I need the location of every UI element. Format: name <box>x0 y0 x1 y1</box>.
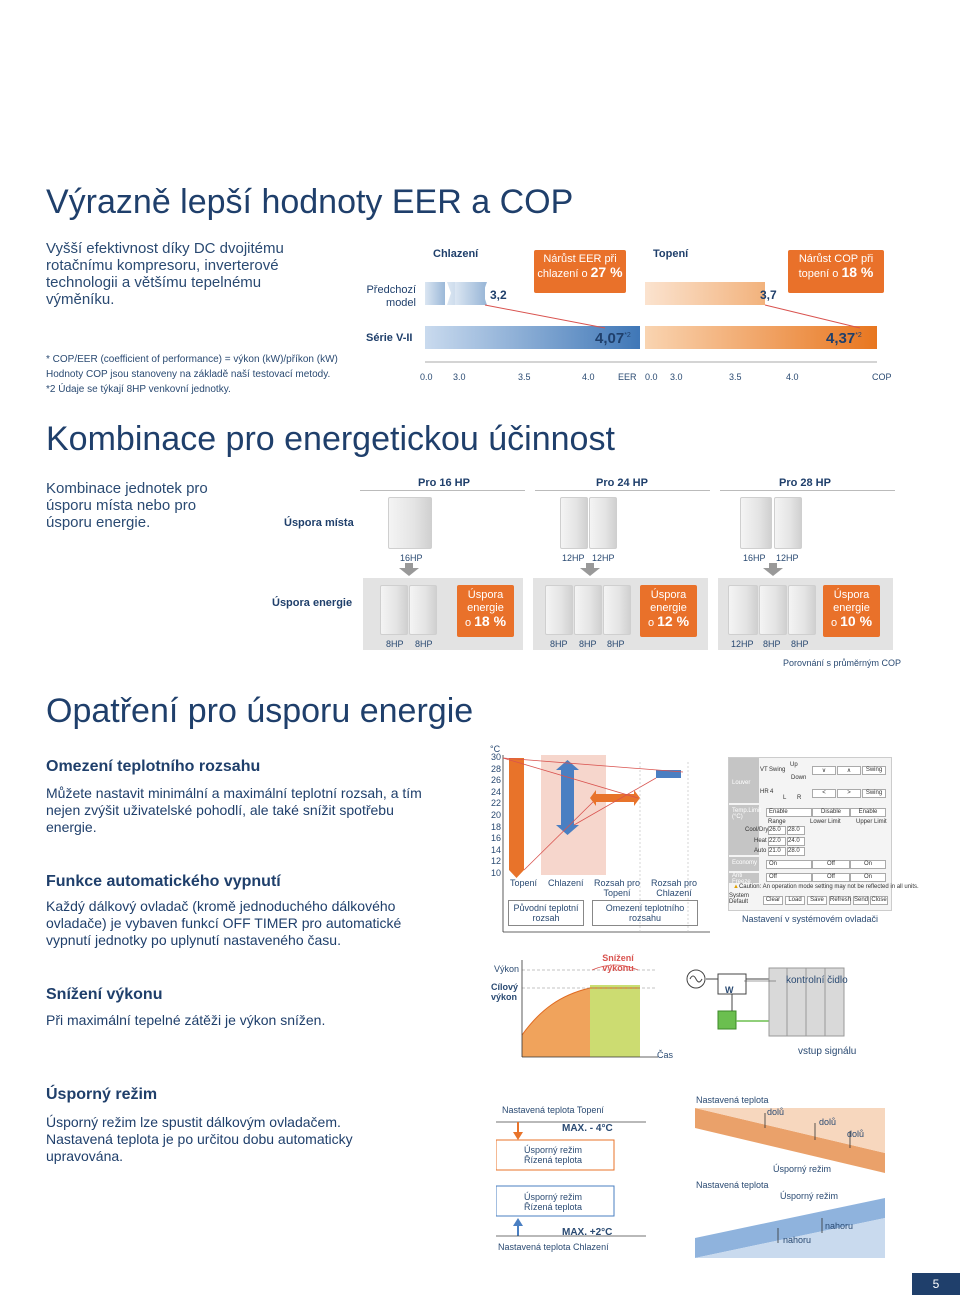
panel-label-heat: Heat <box>754 838 767 844</box>
heating-new-value: 4,37$^{*2}$ <box>826 330 862 347</box>
outdoor-unit-icon <box>388 497 432 549</box>
panel-btn-antifreeze-on[interactable]: On <box>850 873 886 882</box>
time-axis-label: Čas <box>657 1050 674 1060</box>
panel-btn-up[interactable]: ∧ <box>837 766 861 775</box>
row-label-space: Úspora místa <box>284 517 354 529</box>
outdoor-unit-icon <box>574 585 602 635</box>
panel-label-r: R <box>797 795 802 801</box>
heating-tick-3: 4.0 <box>786 372 799 382</box>
panel-value-4[interactable]: 24.0 <box>787 837 805 846</box>
signal-input-label: vstup signálu <box>798 1046 857 1057</box>
section-intro-eer: Vyšší efektivnost díky DC dvojitému rotačnímu kompresoru, inverterové technologii a většímu tepelnému výměníku. <box>46 240 284 308</box>
energy-saving-badge-16hp: Úspora energie o 18 % <box>457 585 514 637</box>
footnote-1: * COP/EER (coefficient of performance) = výkon (kW)/příkon (kW) <box>46 354 338 365</box>
cooling-tick-1: 3.0 <box>453 372 466 382</box>
panel-btn-send[interactable]: Send <box>854 897 869 903</box>
eco-max-plus: MAX. +2°C <box>562 1227 613 1238</box>
panel-label-up: Up <box>790 762 798 768</box>
energy-unit-label: 12HP <box>731 639 754 649</box>
panel-btn-refresh[interactable]: Refresh <box>830 897 852 903</box>
energy-unit-label: 8HP <box>607 639 625 649</box>
outdoor-unit-icon <box>545 585 573 635</box>
capacity-chart <box>520 960 660 1060</box>
panel-btn-save[interactable]: Save <box>807 896 827 905</box>
energy-saving-badge-24hp: Úspora energie o 12 % <box>640 585 697 637</box>
eco-right-eco-1: Úsporný režim <box>773 1164 832 1174</box>
arrow-down-icon <box>398 563 420 577</box>
panel-value-6[interactable]: 28.0 <box>787 847 805 856</box>
row-label-energy: Úspora energie <box>272 597 353 609</box>
heating-tick-1: 3.0 <box>670 372 683 382</box>
energy-unit-label: 8HP <box>550 639 568 649</box>
energy-unit-label: 8HP <box>579 639 597 649</box>
target-capacity-label: Cílový výkon <box>491 982 519 1002</box>
panel-btn-close[interactable]: Close <box>871 897 887 903</box>
panel-label-down: Down <box>791 775 807 781</box>
sensor-box-icon <box>718 1011 736 1029</box>
panel-btn-disable[interactable]: Disable <box>812 808 850 817</box>
outdoor-unit-icon <box>740 497 772 549</box>
section-title-combinations: Kombinace pro energetickou účinnost <box>46 420 615 458</box>
eco-left-diagram <box>496 1118 646 1240</box>
eco-box-heating: Úsporný režim Řízená teplota <box>524 1145 583 1165</box>
reduction-label: Snížení výkonu <box>602 953 634 973</box>
panel-label-hr: HR <box>760 789 769 795</box>
eco-right-up-1: nahoru <box>825 1221 854 1231</box>
eco-cooling-setpoint-label: Nastavená teplota Chlazení <box>498 1242 609 1252</box>
footnote-2: Hodnoty COP jsou stanoveny na základě naší testovací metody. <box>46 369 331 380</box>
panel-btn-clear[interactable]: Clear <box>763 896 783 905</box>
heating-increase-badge: Nárůst COP při topení o 18 % <box>788 250 884 293</box>
col-title-24hp: Pro 24 HP <box>596 477 648 489</box>
heading-auto-off: Funkce automatického vypnutí <box>46 873 281 890</box>
outdoor-unit-icon <box>560 497 588 549</box>
space-unit-label: 12HP <box>592 553 615 563</box>
heating-tick-0: 0.0 <box>645 372 658 382</box>
panel-btn-economy-on[interactable]: On <box>850 860 886 869</box>
section-title-energy-measures: Opatření pro úsporu energie <box>46 692 474 730</box>
panel-caption: Nastavení v systémovém ovladači <box>742 914 879 924</box>
cooling-tick-2: 3.5 <box>518 372 531 382</box>
arrow-down-icon <box>579 563 601 577</box>
panel-label-four: 4 <box>770 789 774 795</box>
panel-btn-swing[interactable]: Swing <box>862 766 886 775</box>
outdoor-unit-icon <box>759 585 787 635</box>
panel-btn-antifreeze-off[interactable]: Off <box>812 873 850 882</box>
energy-saving-badge-28hp: Úspora energie o 10 % <box>823 585 880 637</box>
cooling-tick-0: 0.0 <box>420 372 433 382</box>
panel-btn-down[interactable]: ∨ <box>812 766 836 775</box>
panel-btn-economy-off[interactable]: Off <box>812 860 850 869</box>
panel-label-vt: VT <box>760 767 768 773</box>
section-intro-combinations: Kombinace jednotek pro úsporu místa nebo pro úsporu energie. <box>46 480 208 531</box>
space-unit-label: 12HP <box>562 553 585 563</box>
page-number: 5 <box>912 1273 960 1295</box>
panel-value-1[interactable]: 26.0 <box>768 826 786 835</box>
warning-icon: ▲ <box>733 884 739 890</box>
energy-unit-label: 8HP <box>386 639 404 649</box>
cooling-prev-bar <box>455 282 485 305</box>
panel-btn-swing-h[interactable]: Swing <box>862 789 886 798</box>
energy-unit-label: 8HP <box>791 639 809 649</box>
panel-value-2[interactable]: 28.0 <box>787 826 805 835</box>
arrow-down-icon <box>762 563 784 577</box>
panel-btn-right[interactable]: > <box>837 789 861 798</box>
heating-increase-line <box>765 305 860 328</box>
eco-right-up-2: nahoru <box>783 1235 812 1245</box>
heating-prev-value: 3,7 <box>760 288 777 302</box>
col-title-16hp: Pro 16 HP <box>418 477 470 489</box>
panel-label-l: L <box>783 795 787 801</box>
text-auto-off: Každý dálkový ovladač (kromě jednoduchého dálkového ovladače) je vybaven funkcí OFF TIMER pro automatické vypnutí jednotky po uplynutí nastaveného času. <box>46 898 402 948</box>
capacity-y-label: Výkon <box>494 964 520 974</box>
comparison-note: Porovnání s průměrným COP <box>783 658 902 668</box>
cooling-prev-axis-break <box>425 282 445 305</box>
panel-row-temp-limit: Temp.Limit (°C) <box>729 805 759 855</box>
cooling-tick-3: 4.0 <box>582 372 595 382</box>
panel-field-economy[interactable]: On <box>766 860 812 869</box>
panel-label-upper: Upper Limit <box>856 819 887 825</box>
eco-right-down-3: dolů <box>847 1129 865 1139</box>
section-title-eer-cop: Výrazně lepší hodnoty EER a COP <box>46 183 574 221</box>
temp-col-cooling-range: Rozsah pro Chlazení <box>650 878 698 898</box>
outdoor-unit-icon <box>728 585 758 635</box>
panel-row-economy: Economy <box>729 857 759 871</box>
eco-right-down-2: dolů <box>819 1117 837 1127</box>
temp-col-cooling: Chlazení <box>548 878 584 888</box>
col-divider-24 <box>535 490 710 491</box>
panel-value-3[interactable]: 22.0 <box>768 837 786 846</box>
heating-axis-unit: COP <box>872 372 892 382</box>
box-limited-range: Omezení teplotního rozsahu <box>592 900 698 926</box>
panel-field-enable[interactable]: Enable <box>766 808 812 817</box>
panel-row-louver: Louver <box>729 758 759 803</box>
text-eco-mode: Úsporný režim lze spustit dálkovým ovladačem. Nastavená teplota je po určitou dobu automaticky upravována. <box>46 1114 353 1164</box>
panel-label-auto: Auto <box>754 848 767 854</box>
space-unit-label: 12HP <box>776 553 799 563</box>
eco-right-diagram <box>690 1098 890 1258</box>
box-original-range: Původní teplotní rozsah <box>508 900 584 926</box>
heating-prev-bar <box>645 282 765 305</box>
temp-col-heating-range: Rozsah pro Topení <box>593 878 641 898</box>
col-divider-16 <box>360 490 525 491</box>
eco-right-setpoint-top: Nastavená teplota <box>696 1095 769 1105</box>
energy-unit-label: 8HP <box>415 639 433 649</box>
cooling-increase-badge: Nárůst EER při chlazení o 27 % <box>534 250 626 293</box>
sensor-label: kontrolní čidlo <box>786 975 848 986</box>
row-label-previous: Předchozí model <box>366 284 416 309</box>
eco-right-down-1: dolů <box>767 1107 785 1117</box>
heating-title: Topení <box>653 248 689 260</box>
wattmeter-label: W <box>725 985 734 995</box>
panel-row-system-default: System Default <box>729 893 750 905</box>
panel-btn-load[interactable]: Load <box>785 896 805 905</box>
panel-label-swing: Swing <box>769 767 786 773</box>
panel-field-anti-freeze[interactable]: Off <box>766 873 812 882</box>
panel-caution: ▲Caution: An operation mode setting may not be reflected in all units. <box>733 884 919 890</box>
heading-temp-range: Omezení teplotního rozsahu <box>46 758 261 775</box>
cooling-new-value: 4,07$^{*2}$ <box>595 330 631 347</box>
col-divider-28 <box>720 490 895 491</box>
space-unit-label: 16HP <box>743 553 766 563</box>
cooling-axis-unit: EER <box>618 372 637 382</box>
outdoor-unit-icon <box>788 585 816 635</box>
heading-eco-mode: Úsporný režim <box>46 1086 158 1103</box>
outdoor-unit-icon <box>774 497 802 549</box>
panel-row-anti-freeze: Anti Freeze <box>729 873 759 883</box>
panel-label-cool-dry: Cool/Dry <box>745 827 769 833</box>
cooling-increase-line <box>485 305 605 328</box>
heading-capacity-reduction: Snížení výkonu <box>46 986 163 1003</box>
eco-heating-setpoint-label: Nastavená teplota Topení <box>502 1105 604 1115</box>
energy-unit-label: 8HP <box>763 639 781 649</box>
outdoor-unit-icon <box>409 585 437 635</box>
eco-box-cooling: Úsporný režim Řízená teplota <box>524 1192 583 1212</box>
eco-right-eco-2: Úsporný režim <box>780 1191 839 1201</box>
temp-unit: °C <box>490 744 501 754</box>
footnotes <box>46 352 376 397</box>
cooling-title: Chlazení <box>433 248 479 260</box>
panel-label-lower: Lower Limit <box>810 819 841 825</box>
panel-btn-enable[interactable]: Enable <box>850 808 886 817</box>
panel-label-range: Range <box>768 819 786 825</box>
outdoor-unit-icon <box>603 585 631 635</box>
col-title-28hp: Pro 28 HP <box>779 477 831 489</box>
temp-col-heating: Topení <box>510 878 538 888</box>
outdoor-unit-icon <box>380 585 408 635</box>
panel-btn-left[interactable]: < <box>812 789 836 798</box>
heating-tick-2: 3.5 <box>729 372 742 382</box>
row-label-series-v2: Série V-II <box>366 332 413 344</box>
panel-value-5[interactable]: 21.0 <box>768 847 786 856</box>
eco-right-setpoint-mid: Nastavená teplota <box>696 1180 769 1190</box>
cooling-prev-value: 3,2 <box>490 288 507 302</box>
footnote-3: *2 Údaje se týkají 8HP venkovní jednotky. <box>46 384 231 395</box>
space-unit-label: 16HP <box>400 553 423 563</box>
temp-axis-ticks: 30 28 26 24 22 20 18 16 14 12 10 <box>490 752 501 878</box>
outdoor-unit-icon <box>589 497 617 549</box>
eco-max-minus: MAX. - 4°C <box>562 1123 613 1134</box>
text-capacity-reduction: Při maximální tepelné zátěži je výkon snížen. <box>46 1012 326 1028</box>
text-temp-range: Můžete nastavit minimální a maximální teplotní rozsah, a tím nejen zvýšit uživatelské pohodlí, ale také snížit spotřebu energie. <box>46 785 422 835</box>
heating-range-bar <box>509 758 524 870</box>
